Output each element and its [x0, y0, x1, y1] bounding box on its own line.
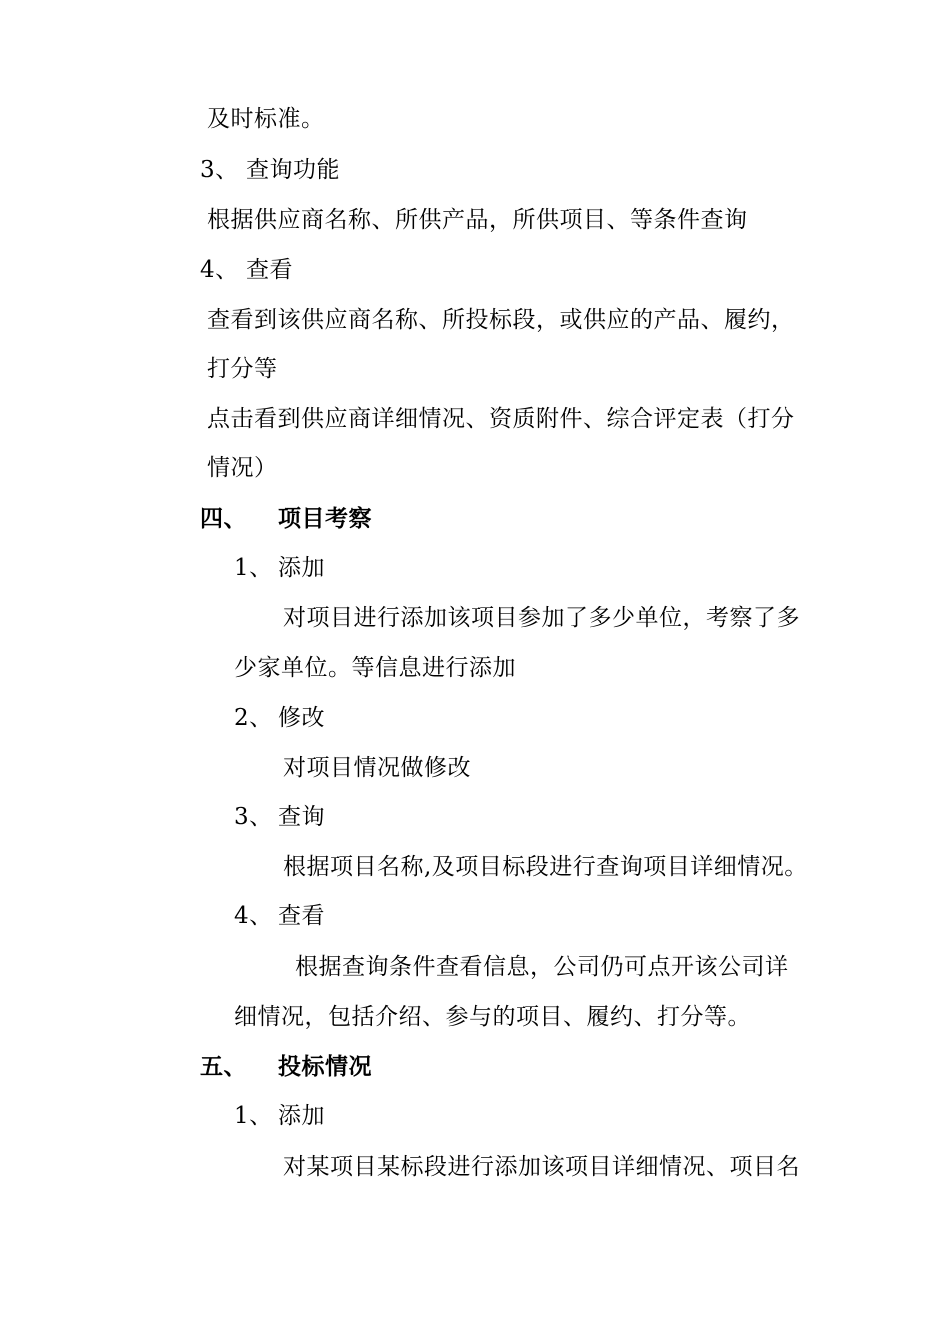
item-body-line: 对项目进行添加该项目参加了多少单位，考察了多: [283, 605, 800, 631]
item-body-line: 对项目情况做修改: [283, 755, 471, 781]
section-title: 项目考察: [278, 505, 372, 532]
item-heading-modify: [234, 703, 325, 733]
item-title: 查询: [278, 804, 325, 830]
item-number: 3、: [234, 804, 273, 830]
item-number: 4、: [200, 257, 239, 283]
item-body-line: 查看到该供应商名称、所投标段，或供应的产品、履约，: [207, 307, 795, 333]
item-body-line: 细情况，包括介绍、参与的项目、履约、打分等。: [234, 1004, 751, 1030]
item-number: 1、: [234, 555, 273, 581]
item-title: 修改: [278, 705, 325, 731]
item-heading-view: [200, 255, 293, 285]
item-number: 1、: [234, 1103, 273, 1129]
item-title: 查看: [246, 257, 293, 283]
section-heading-bidding: [200, 1052, 372, 1082]
item-heading-add: [234, 553, 325, 583]
section-title: 投标情况: [278, 1053, 372, 1080]
item-title: 查询功能: [246, 157, 340, 183]
item-body-line: 对某项目某标段进行添加该项目详细情况、项目名: [283, 1154, 800, 1180]
continued-paragraph: 及时标准。: [207, 106, 325, 132]
item-title: 添加: [278, 555, 325, 581]
item-number: 3、: [200, 157, 239, 183]
section-number: 四、: [200, 505, 247, 532]
item-heading-view: [234, 901, 325, 931]
item-title: 查看: [278, 903, 325, 929]
item-body-line: 情况）: [207, 455, 278, 481]
item-body-line: 根据查询条件查看信息，公司仍可点开该公司详: [295, 954, 789, 980]
item-body-line: 打分等: [207, 356, 278, 382]
item-body-line: 点击看到供应商详细情况、资质附件、综合评定表（打分: [207, 406, 795, 432]
section-number: 五、: [200, 1053, 247, 1080]
item-heading-add: [234, 1101, 325, 1131]
item-heading-query: [200, 155, 340, 185]
item-number: 4、: [234, 903, 273, 929]
item-number: 2、: [234, 705, 273, 731]
item-body-line: 根据项目名称,及项目标段进行查询项目详细情况。: [283, 854, 808, 880]
section-heading-project-inspection: [200, 504, 372, 534]
item-body: 根据供应商名称、所供产品，所供项目、等条件查询: [207, 207, 748, 233]
item-title: 添加: [278, 1103, 325, 1129]
item-body-line: 少家单位。等信息进行添加: [234, 655, 516, 681]
item-heading-query: [234, 802, 325, 832]
